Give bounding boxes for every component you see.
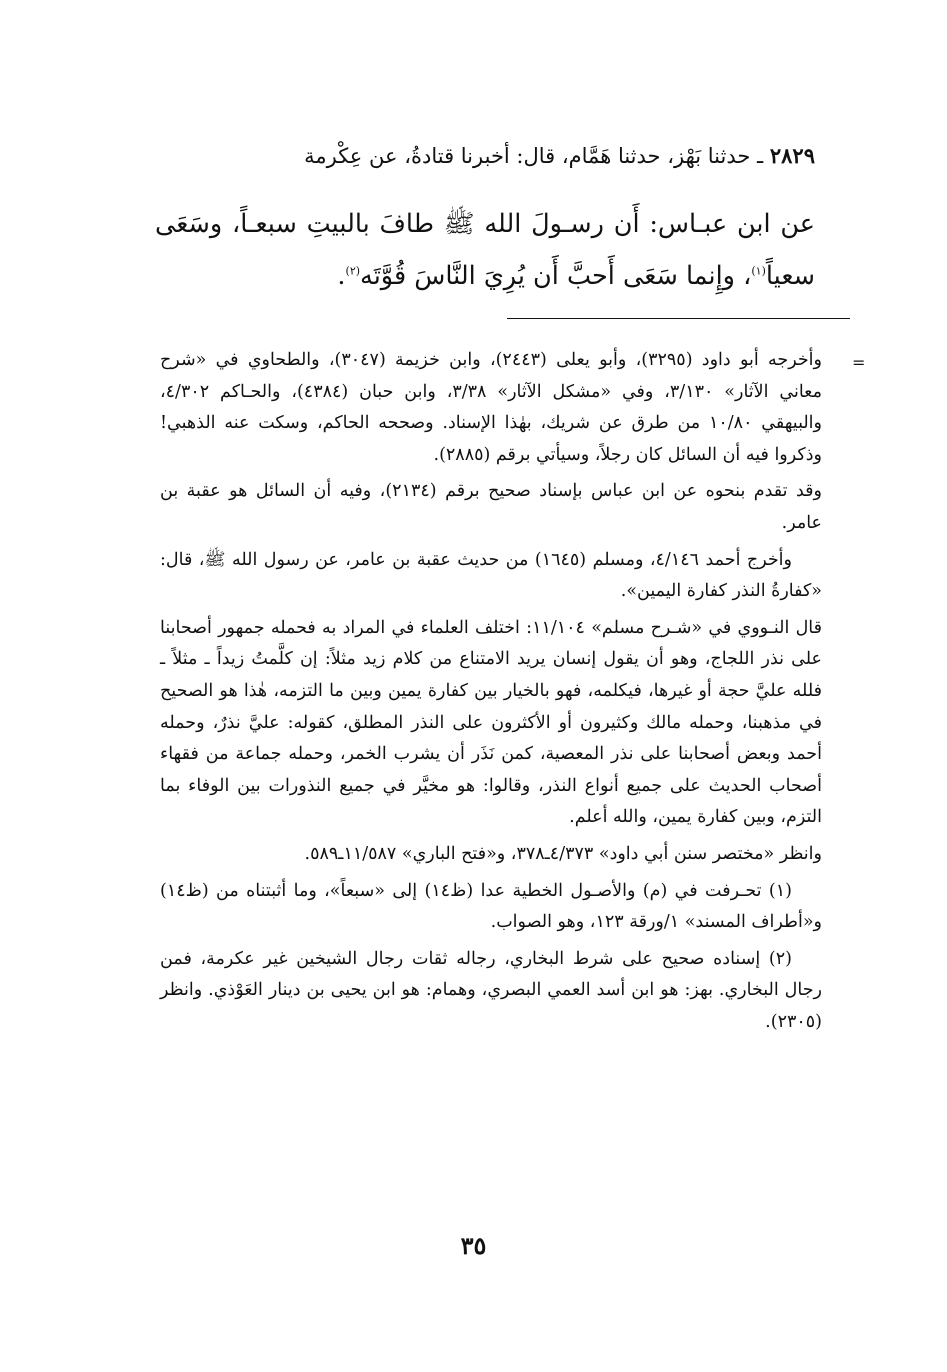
- hadith-matn-final: .: [337, 261, 346, 291]
- hadith-matn-end: ، وإِنما سَعَى أَحبَّ أَن يُرِيَ النَّاسَ قُوَّتَه: [360, 261, 752, 291]
- hadith-chain: [155, 138, 815, 174]
- footnote-paragraph-ahmad-muslim: وأخرج أحمد ٤/١٤٦، ومسلم (١٦٤٥) من حديث عقبة بن عامر، عن رسول الله ﷺ، قال: «كفارةُ النذر كفارة اليمين».: [160, 549, 822, 602]
- footnote-paragraph-takhrij: وأخرجه أبو داود (٣٢٩٥)، وأبو يعلى (٢٤٤٣)، وابن خزيمة (٣٠٤٧)، والطحاوي في «شرح معاني الآثار» ٣/١٣٠، وفي «مشكل الآثار» ٣/٣٨، وابن حبان (٤٣٨٤)، والحـاكم ٤/٣٠٢، والبيهقي ١٠/٨٠ من طرق عن شريك، بهٰذا الإسناد. وصححه الحاكم، وسكت عنه الذهبي! وذكروا فيه أن السائل كان رجلاً، وسيأتي برقم (٢٨٨٥).: [160, 350, 822, 465]
- hadith-matn-text: عن ابن عبـاس: أَن رسـولَ الله ﷺ طافَ بالبيتِ سبعـاً، وسَعَى سعياً: [155, 209, 815, 291]
- footnote-ref-1: (١): [751, 264, 766, 278]
- footnote-continuation-marker: =: [852, 353, 866, 372]
- footnote-paragraph-earlier: وقد تقدم بنحوه عن ابن عباس بإسناد صحيح برقم (٢١٣٤)، وفيه أن السائل هو عقبة بن عامر.: [160, 481, 823, 533]
- footnotes-section: [160, 345, 822, 1038]
- footnote-1: (١) تحـرفت في (م) والأصـول الخطية عدا (ظ١٤) إلى «سبعاً»، وما أثبتناه من (ظ١٤) و«أطراف المسند» ١/ورقة ١٢٣، وهو الصواب.: [160, 880, 822, 933]
- hadith-number: ٢٨٢٩: [769, 143, 815, 168]
- hadith-chain-text: ـ حدثنا بَهْز، حدثنا هَمَّام، قال: أخبرنا قتادةُ، عن عِكْرمة: [304, 144, 770, 168]
- footnote-divider: [507, 318, 850, 319]
- footnote-ref-2: (٢): [345, 264, 361, 278]
- footnote-paragraph-nawawi: قال النـووي في «شـرح مسلم» ١١/١٠٤: اختلف العلماء في المراد به فحمله جمهور أصحابنا على نذر اللجاج، وهو أن يقول إنسان يريد الامتناع من كلام زيد مثلاً: إن كلَّمتُ زيداً ـ مثلاً ـ فلله عليَّ حجة أو غيرها، فيكلمه، فهو بالخيار بين كفارة يمين وبين ما التزمه، هٰذا هو الصحيح في مذهبنا، وحمله مالك وكثيرون أو الأكثرون على النذر المطلق، كقوله: عليَّ نذرٌ، وحمله أحمد وبعض أصحابنا على نذر المعصية، كمن نَذَر أن يشرب الخمر، وحمله جماعة من فقهاء أصحاب الحديث على جميع أنواع النذر، وقالوا: هو مخيَّر في جميع النذورات بين الوفاء بما التزم، وبين كفارة يمين، والله أعلم.: [160, 617, 822, 828]
- hadith-text: [155, 198, 815, 302]
- footnote-2: (٢) إسناده صحيح على شرط البخاري، رجاله ثقات رجال الشيخين غير عكرمة، فمن رجال البخاري. بهز: هو ابن أسد العمي البصري، وهمام: هو ابن يحيى بن دينار العَوْذي. وانظر (٢٣٠٥).: [160, 948, 822, 1032]
- footnote-paragraph-see-also: وانظر «مختصر سنن أبي داود» ٤/٣٧٣ـ٣٧٨، و«فتح الباري» ١١/٥٨٧ـ٥٨٩.: [304, 843, 822, 864]
- page-number: ٣٥: [460, 1231, 487, 1260]
